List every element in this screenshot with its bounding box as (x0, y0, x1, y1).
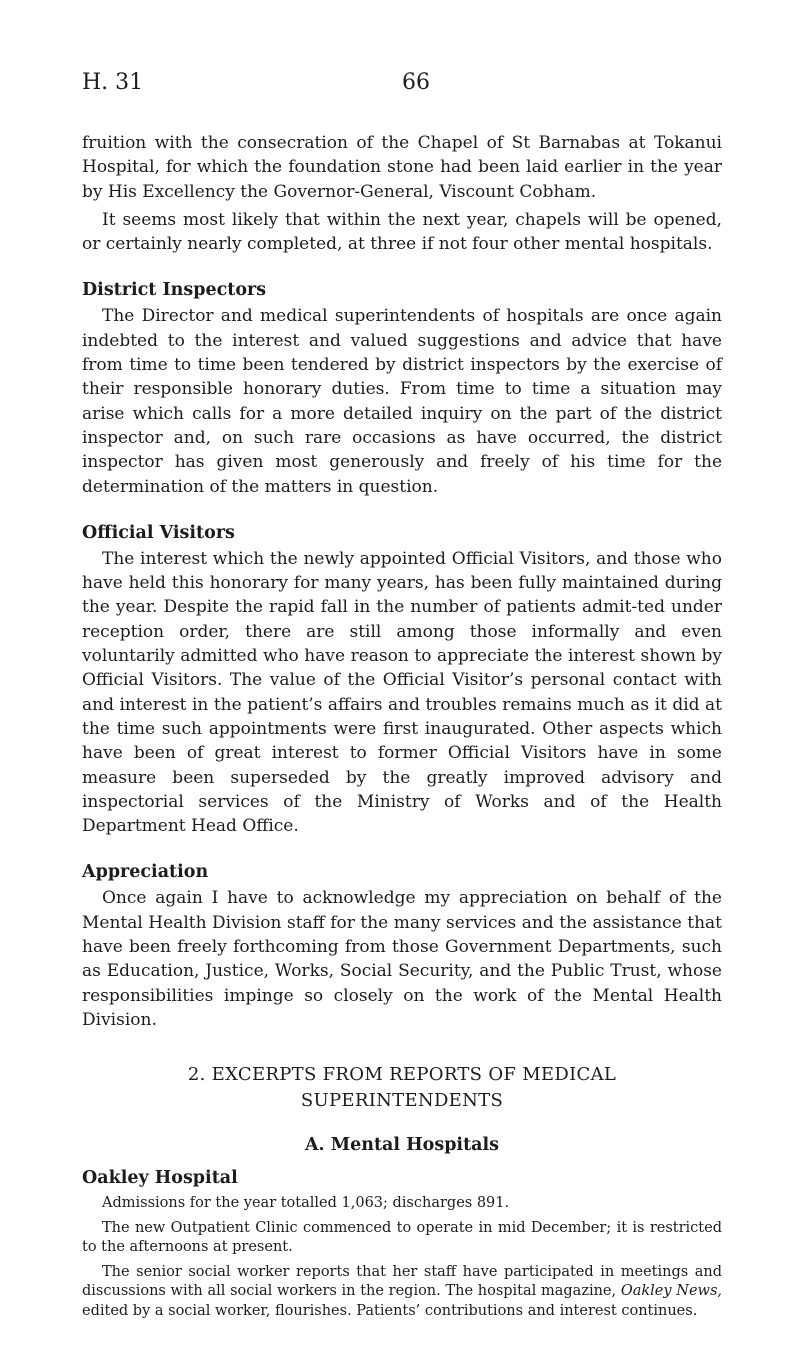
document-reference: H. 31 (82, 70, 144, 95)
mental-hospitals-subheading: A. Mental Hospitals (304, 1135, 500, 1156)
oakley-social-text-1: The senior social worker reports that her staff have participated in meetings and discussions with all social workers in the region. The hospital magazine, (82, 1263, 722, 1300)
oakley-hospital-heading: Oakley Hospital (82, 1168, 238, 1189)
excerpts-heading (82, 1062, 722, 1114)
official-visitors-heading: Official Visitors (82, 522, 235, 543)
district-inspectors-heading: District Inspectors (82, 280, 267, 301)
page-header (82, 70, 722, 106)
oakley-news-title: Oakley News, (620, 1283, 722, 1300)
intro-paragraph-chapels: It seems most likely that within the next year, chapels will be opened, or certainly nearly completed, at three if not four other mental hospitals. (82, 209, 722, 255)
page-body (82, 131, 722, 1321)
oakley-outpatient-paragraph: The new Outpatient Clinic commenced to operate in mid December; it is restricted to the afternoons at present. (82, 1219, 722, 1256)
oakley-report (82, 1194, 722, 1321)
excerpts-heading-line-1: 2. EXCERPTS FROM REPORTS OF MEDICAL (187, 1064, 617, 1086)
appreciation-paragraph: Once again I have to acknowledge my appreciation on behalf of the Mental Health Division staff for the many services and the assistance that have been freely forthcoming from those Government Departments, such as Education, Justice, Works, Social Security, and the Public Trust, whose responsibilities impinge so closely on the work of the Mental Health Division. (82, 888, 722, 1030)
oakley-admissions-paragraph: Admissions for the year totalled 1,063; discharges 891. (102, 1195, 510, 1212)
official-visitors-paragraph: The interest which the newly appointed Official Visitors, and those who have held this honorary for many years, has been fully maintained during the year. Despite the rapid fall in the number of patients admit-ted under reception order, there are still among those informally and even voluntarily admitted who have reason to appreciate the interest shown by Official Visitors. The value of the Official Visitor’s personal contact with and interest in the patient’s affairs and troubles remains much as it did at the time such appointments were first inaugurated. Other aspects which have been of great interest to former Official Visitors have in some measure been superseded by the greatly improved advisory and inspectorial services of the Ministry of Works and of the Health Department Head Office. (82, 548, 722, 837)
oakley-social-worker-paragraph (82, 1263, 722, 1322)
district-inspectors-paragraph: The Director and medical superintendents of hospitals are once again indebted to the interest and valued suggestions and advice that have from time to time been tendered by district inspectors by the exercise of their responsible honorary duties. From time to time a situation may arise which calls for a more detailed inquiry on the part of the district inspector and, on such rare occasions as have occurred, the district inspector has given most generously and freely of his time for the determination of the matters in question. (82, 306, 722, 497)
page-number: 66 (402, 70, 430, 95)
appreciation-heading: Appreciation (82, 862, 209, 883)
excerpts-heading-line-2: SUPERINTENDENTS (300, 1090, 504, 1112)
oakley-social-text-2: edited by a social worker, flourishes. Patients’ contributions and interest continues. (82, 1302, 698, 1319)
intro-paragraph-continued: fruition with the consecration of the Chapel of St Barnabas at Tokanui Hospital, for which the foundation stone had been laid earlier in the year by His Excellency the Governor-General, Viscount Cobham. (82, 133, 722, 202)
